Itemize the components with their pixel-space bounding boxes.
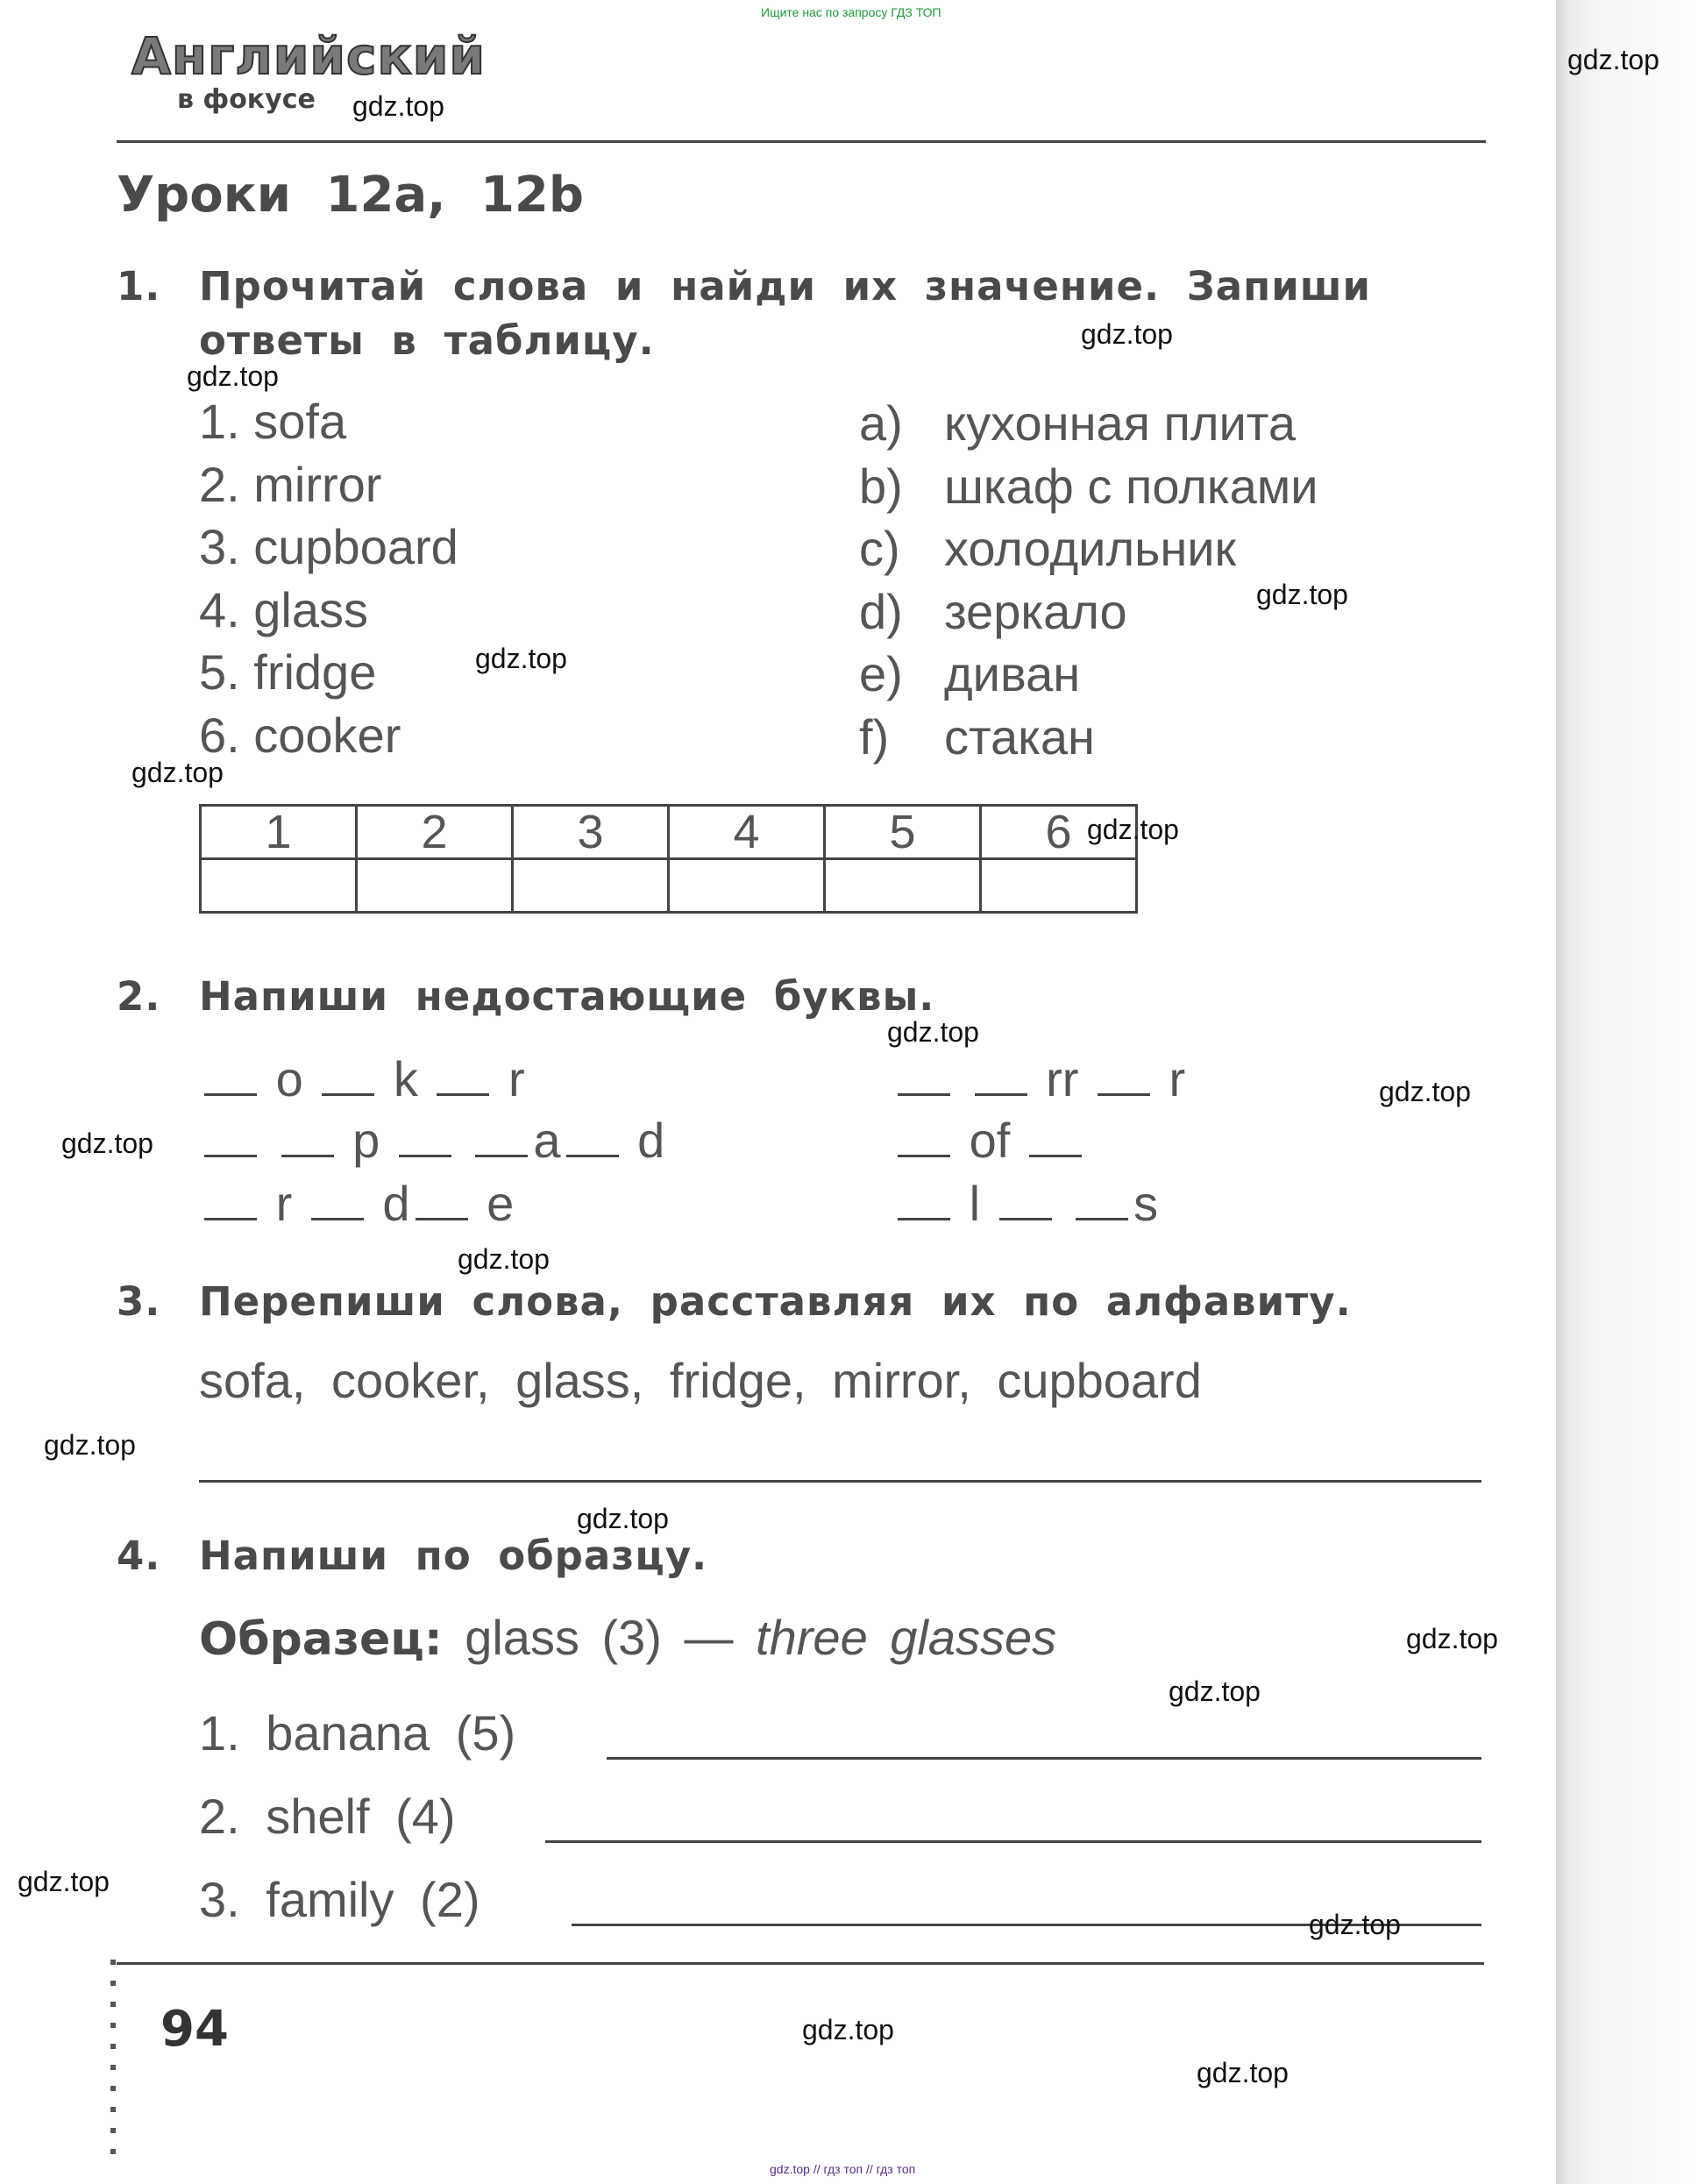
page-edge-shadow: [1556, 0, 1698, 2184]
table-header-cell: 2: [357, 806, 513, 859]
given-letters: l: [969, 1176, 981, 1231]
letter-blank[interactable]: [416, 1218, 468, 1220]
meaning-text: зеркало: [944, 584, 1127, 639]
given-letters: s: [1133, 1176, 1159, 1231]
footer-dots: [110, 1960, 116, 2161]
answer-cell[interactable]: [513, 859, 669, 913]
watermark-text: gdz.top: [1081, 318, 1173, 350]
meaning-text: холодильник: [944, 521, 1237, 576]
example-word: glass (3) —: [465, 1610, 734, 1665]
page-number: 94: [160, 2001, 229, 2058]
letter-blank[interactable]: [1076, 1218, 1128, 1220]
task2-instruction: Напиши недостающие буквы.: [199, 973, 935, 1020]
answer-cell[interactable]: [201, 859, 357, 913]
watermark-text: gdz.top: [61, 1128, 153, 1159]
header-note: Ищите нас по запросу ГДЗ ТОП: [761, 5, 941, 19]
answer-cell[interactable]: [981, 859, 1137, 913]
task3-words: sofa, cooker, glass, fridge, mirror, cupboard: [199, 1353, 1202, 1408]
given-letters: r: [508, 1051, 525, 1106]
meaning-text: диван: [944, 646, 1081, 701]
footer-rule: [117, 1962, 1484, 1965]
given-letters: e: [487, 1176, 515, 1231]
missing-letters-word: [892, 1175, 1158, 1232]
letter-blank[interactable]: [475, 1155, 528, 1157]
meaning-letter: e): [859, 646, 903, 701]
task4-item: 3. family (2): [199, 1872, 480, 1927]
letter-blank[interactable]: [322, 1093, 374, 1096]
watermark-text: gdz.top: [802, 2014, 894, 2045]
task1-instruction-line1: Прочитай слова и найди их значение. Запиши: [199, 263, 1372, 309]
letter-blank[interactable]: [281, 1155, 334, 1157]
given-letters: d: [382, 1176, 410, 1231]
answer-line[interactable]: [199, 1480, 1481, 1483]
word-item: 3. cupboard: [199, 519, 458, 574]
letter-blank[interactable]: [999, 1218, 1052, 1220]
answer-cell[interactable]: [669, 859, 825, 913]
table-header-cell: 1: [201, 806, 357, 859]
letter-blank[interactable]: [437, 1093, 489, 1096]
answer-table-input-row: [201, 859, 1137, 913]
letter-blank[interactable]: [204, 1218, 257, 1220]
book-logo: Английский: [131, 26, 487, 86]
watermark-text: gdz.top: [187, 360, 279, 392]
word-item: 6. cooker: [199, 708, 401, 763]
answer-table: [199, 804, 1138, 914]
table-header-cell: 3: [513, 806, 669, 859]
letter-blank[interactable]: [898, 1155, 950, 1157]
letter-blank[interactable]: [898, 1218, 950, 1220]
letter-blank[interactable]: [399, 1155, 451, 1157]
missing-letters-word: [892, 1050, 1185, 1107]
answer-line[interactable]: [607, 1757, 1481, 1760]
watermark-text: gdz.top: [1169, 1675, 1261, 1707]
given-letters: d: [637, 1113, 665, 1168]
page-title: Уроки 12а, 12b: [117, 167, 584, 224]
watermark-text: gdz.top: [475, 643, 567, 674]
given-letters: o: [275, 1051, 303, 1106]
task1-instruction-line2: ответы в таблицу.: [199, 317, 655, 364]
given-letters: a: [533, 1113, 561, 1168]
task4-instruction: Напиши по образцу.: [199, 1533, 708, 1579]
letter-blank[interactable]: [566, 1155, 619, 1157]
footer-note: gdz.top // гдз топ // гдз топ: [770, 2162, 916, 2176]
given-letters: of: [969, 1113, 1011, 1168]
watermark-text: gdz.top: [1087, 814, 1179, 845]
answer-line[interactable]: [545, 1840, 1481, 1843]
answer-cell[interactable]: [825, 859, 981, 913]
task4-item: 2. shelf (4): [199, 1789, 456, 1844]
table-header-cell: 6: [981, 806, 1137, 859]
letter-blank[interactable]: [975, 1093, 1027, 1096]
task4-example: [199, 1609, 1056, 1666]
missing-letters-word: [199, 1175, 514, 1232]
letter-blank[interactable]: [898, 1093, 950, 1096]
task4-item: 1. banana (5): [199, 1705, 516, 1761]
table-header-cell: 5: [825, 806, 981, 859]
task3-instruction: Перепиши слова, расставляя их по алфавиту.: [199, 1278, 1352, 1325]
watermark-text: gdz.top: [131, 757, 224, 788]
word-item: 2. mirror: [199, 457, 382, 512]
meaning-letter: c): [859, 521, 900, 576]
missing-letters-word: [199, 1050, 525, 1107]
task1-number: 1.: [117, 263, 161, 309]
meaning-letter: a): [859, 395, 903, 451]
table-header-cell: 4: [669, 806, 825, 859]
watermark-text: gdz.top: [1309, 1909, 1401, 1940]
task2-number: 2.: [117, 973, 161, 1020]
given-letters: p: [352, 1113, 380, 1168]
task3-number: 3.: [117, 1278, 161, 1325]
watermark-text: gdz.top: [1567, 44, 1659, 75]
word-item: 1. sofa: [199, 394, 347, 449]
meaning-text: шкаф с полками: [944, 459, 1318, 514]
meaning-letter: d): [859, 584, 903, 639]
book-logo-subtitle: в фокусе: [177, 84, 316, 115]
missing-letters-word: [892, 1112, 1087, 1169]
meaning-text: стакан: [944, 709, 1095, 765]
meaning-letter: b): [859, 459, 903, 514]
header-rule: [117, 140, 1486, 143]
watermark-text: gdz.top: [1197, 2057, 1289, 2088]
example-label: Образец:: [199, 1613, 443, 1666]
watermark-text: gdz.top: [18, 1866, 110, 1897]
letter-blank[interactable]: [1029, 1155, 1082, 1157]
watermark-text: gdz.top: [1379, 1076, 1471, 1107]
example-answer: three glasses: [756, 1610, 1057, 1665]
watermark-text: gdz.top: [887, 1016, 979, 1048]
meaning-letter: f): [859, 709, 890, 765]
meaning-text: кухонная плита: [944, 395, 1296, 451]
given-letters: r: [275, 1176, 293, 1231]
watermark-text: gdz.top: [577, 1503, 669, 1534]
letter-blank[interactable]: [204, 1093, 257, 1096]
watermark-text: gdz.top: [44, 1429, 136, 1461]
word-item: 4. glass: [199, 582, 368, 637]
watermark-text: gdz.top: [458, 1243, 550, 1275]
given-letters: r: [1169, 1051, 1186, 1106]
watermark-text: gdz.top: [352, 90, 444, 122]
letter-blank[interactable]: [204, 1155, 257, 1157]
letter-blank[interactable]: [311, 1218, 364, 1220]
missing-letters-word: [199, 1112, 664, 1169]
answer-table-header-row: [201, 806, 1137, 859]
watermark-text: gdz.top: [1406, 1623, 1498, 1654]
word-item: 5. fridge: [199, 644, 377, 700]
given-letters: k: [393, 1051, 418, 1106]
letter-blank[interactable]: [1098, 1093, 1150, 1096]
given-letters: rr: [1046, 1051, 1079, 1106]
task4-number: 4.: [117, 1533, 161, 1579]
watermark-text: gdz.top: [1256, 579, 1348, 610]
answer-cell[interactable]: [357, 859, 513, 913]
